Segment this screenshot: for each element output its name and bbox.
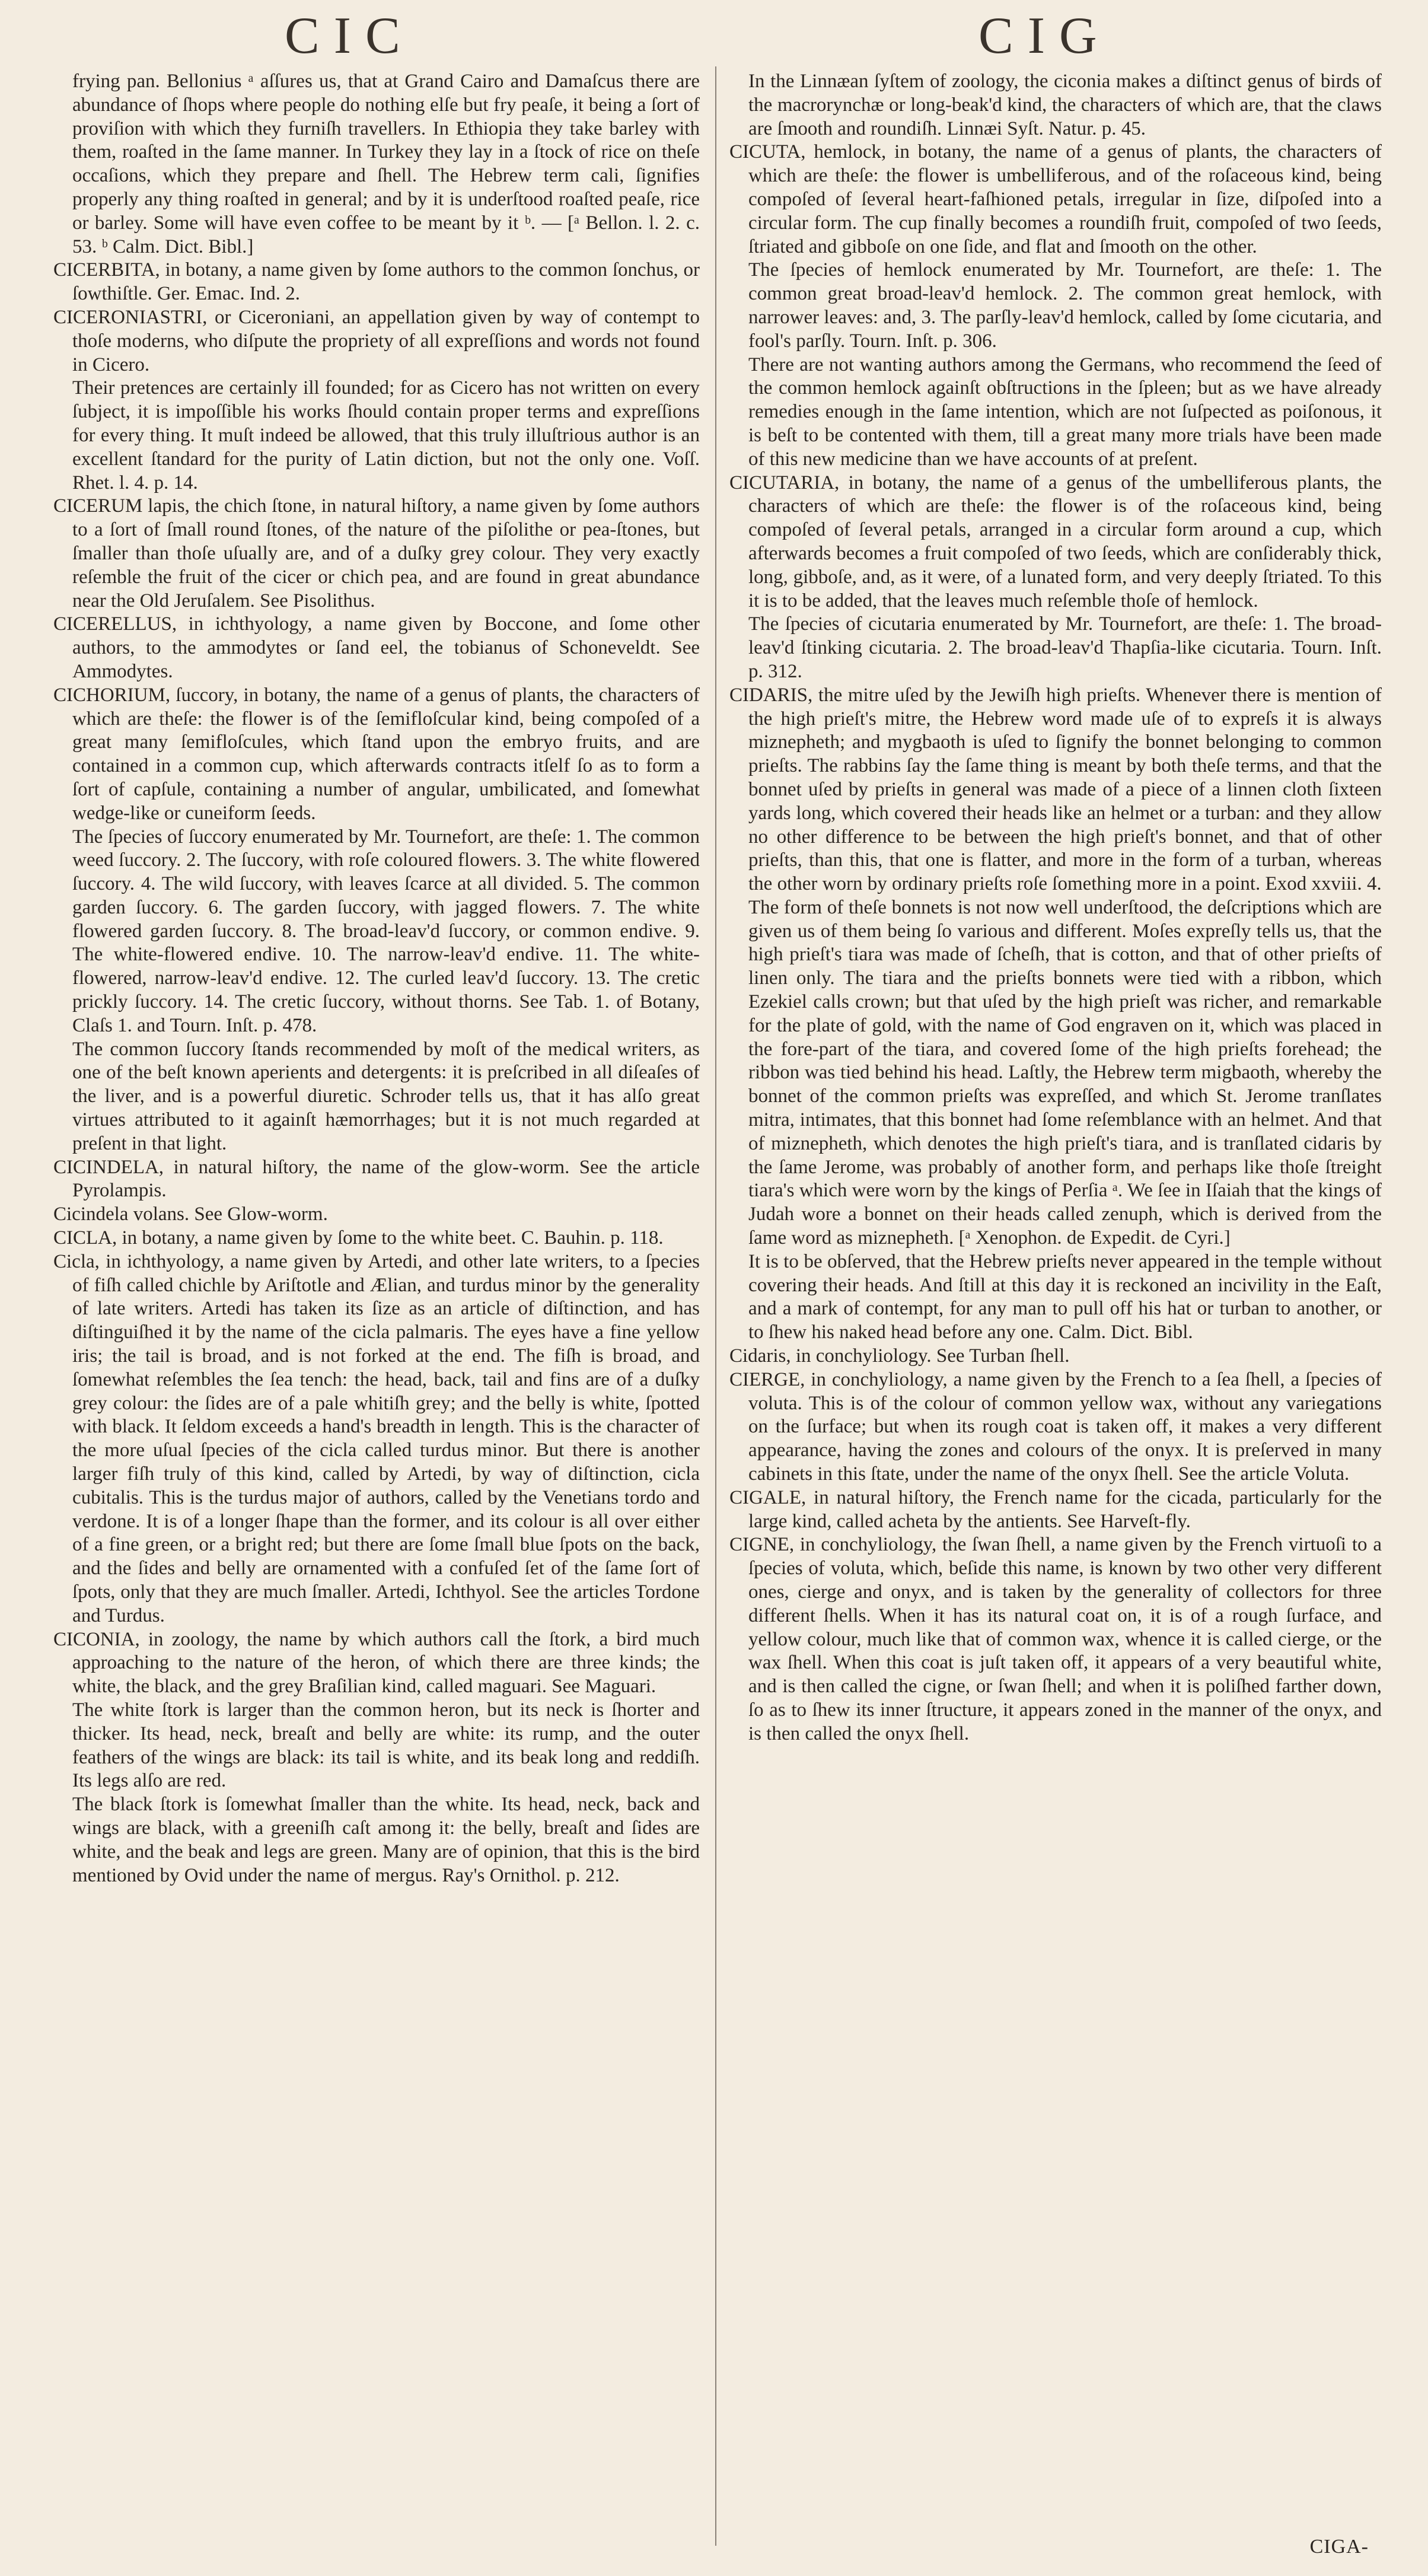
entry-paragraph: CICUTA, hemlock, in botany, the name of a genus of plants, the characters of which are theſe: the flower is umbelliferous, and of the roſaceous kind, being compoſed of ſeveral heart-faſhioned petals, irregular in ſize, diſpoſed into a circular form. The cup finally becomes a roundiſh fruit, compoſed of two ſeeds, ſtriated and gibboſe on one ſide, and flat and ſmooth on the other. (729, 141, 1382, 257)
entry-paragraph: CICONIA, in zoology, the name by which authors call the ſtork, a bird much approaching to the nature of the heron, of which there are three kinds; the white, the black, and the grey Braſilian kind, called maguari. See Maguari. (53, 1628, 700, 1698)
entry-paragraph: CICERELLUS, in ichthyology, a name given by Boccone, and ſome other authors, to the ammodytes or ſand eel, the tobianus of Schoneveldt. See Ammodytes. (53, 613, 700, 682)
entry-paragraph: CICHORIUM, ſuccory, in botany, the name of a genus of plants, the characters of which are theſe: the flower is of the ſemifloſcular kind, being compoſed of a great many ſemifloſcules, which ſtand upon the embryo fruits, and are contained in a common cup, which afterwards contracts itſelf ſo as to form a ſort of capſule, containing a number of angular, umbilicated, and ſomewhat wedge-like or cuneiform ſeeds. (53, 684, 700, 824)
left-column (53, 70, 700, 2532)
entry-paragraph: The ſpecies of hemlock enumerated by Mr. Tournefort, are theſe: 1. The common great broad-leav'd hemlock. 2. The common great hemlock, with narrower leaves: and, 3. The parſly-leav'd hemlock, called by ſome cicutaria, and fool's parſly. Tourn. Inſt. p. 306. (748, 259, 1382, 352)
entry-paragraph: CIGALE, in natural hiſtory, the French name for the cicada, particularly for the large kind, called acheta by the antients. See Harveſt-fly. (729, 1486, 1382, 1532)
right-column (729, 70, 1382, 2532)
entry-paragraph: Cicla, in ichthyology, a name given by Artedi, and other late writers, to a ſpecies of fiſh called chichle by Ariſtotle and Ælian, and turdus minor by the generality of late writers. Artedi has taken its ſize as an article of diſtinction, and has diſtinguiſhed it by the name of the cicla palmaris. The eyes have a fine yellow iris; the tail is broad, and is not forked at the end. The fiſh is broad, and ſomewhat reſembles the ſea tench: the head, back, tail and fins are of a duſky grey colour: the ſides are of a pale whitiſh grey; and the belly is white, ſpotted with black. It ſeldom exceeds a hand's breadth in length. This is the character of the more uſual ſpecies of the cicla called turdus minor. But there is another larger fiſh truly of this kind, called by Artedi, by way of diſtinction, cicla cubitalis. This is the turdus major of authors, called by the Venetians tordo and verdone. It is of a longer ſhape than the former, and its colour is all over either of a fine green, or a bright red; but there are ſome ſmall blue ſpots on the back, and the ſides and belly are ornamented with a confuſed ſet of the ſame ſort of ſpots, only that they are much ſmaller. Artedi, Ichthyol. See the articles Tordone and Turdus. (53, 1250, 700, 1626)
entry-paragraph: CICUTARIA, in botany, the name of a genus of the umbelliferous plants, the characters of which are theſe: the flower is of the roſaceous kind, being compoſed of ſeveral petals, arranged in a circular form around a cup, which afterwards becomes a fruit compoſed of two ſeeds, which are conſiderably thick, long, gibboſe, and, as it were, of a lunated form, and very deeply ſtriated. To this it is to be added, that the leaves much reſemble thoſe of hemlock. (729, 472, 1382, 612)
entry-paragraph: In the Linnæan ſyſtem of zoology, the ciconia makes a diſtinct genus of birds of the macrorynchæ or long-beak'd kind, the characters of which are, that the claws are ſmooth and roundiſh. Linnæi Syſt. Natur. p. 45. (748, 71, 1382, 139)
entry-paragraph: Their pretences are certainly ill founded; for as Cicero has not written on every ſubject, it is impoſſible his works ſhould contain proper terms and expreſſions for every thing. It muſt indeed be allowed, that this truly illuſtrious author is an excellent ſtandard for the purity of Latin diction, but not the only one. Voſſ. Rhet. l. 4. p. 14. (72, 377, 700, 493)
entry-paragraph: Cidaris, in conchyliology. See Turban ſhell. (729, 1345, 1070, 1367)
entry-paragraph: There are not wanting authors among the Germans, who recommend the ſeed of the common hemlock againſt obſtructions in the ſpleen; but as we have already remedies enough in the ſame intention, which are not ſuſpected as poiſonous, it is beſt to be contented with them, till a great many more trials have been made of this new medicine than we have accounts of at preſent. (748, 354, 1382, 470)
entry-paragraph: The ſpecies of cicutaria enumerated by Mr. Tournefort, are theſe: 1. The broad-leav'd ſtinking cicutaria. 2. The broad-leav'd Thapſia-like cicutaria. Tourn. Inſt. p. 312. (748, 613, 1382, 682)
entry-paragraph: frying pan. Bellonius ᵃ aſſures us, that at Grand Cairo and Damaſcus there are abundance of ſhops where people do nothing elſe but fry peaſe, it being a ſort of proviſion with which they furniſh travellers. In Ethiopia they take barley with them, roaſted in the ſame manner. In Turkey they lay in a ſtock of rice on theſe occaſions, which they prepare and ſhell. The Hebrew term cali, ſignifies properly any thing roaſted in general; and by it is underſtood roaſted peaſe, rice or barley. Some will have even coffee to be meant by it ᵇ. — [ᵃ Bellon. l. 2. c. 53. ᵇ Calm. Dict. Bibl.] (72, 71, 700, 257)
entry-paragraph: The black ſtork is ſomewhat ſmaller than the white. Its head, neck, back and wings are black, with a greeniſh caſt among it: the belly, breaſt and ſides are white, and the beak and legs are green. Many are of opinion, that this is the bird mentioned by Ovid under the name of mergus. Ray's Ornithol. p. 212. (72, 1794, 700, 1886)
entry-paragraph: It is to be obſerved, that the Hebrew prieſts never appeared in the temple without covering their heads. And ſtill at this day it is reckoned an incivility in the Eaſt, and a mark of contempt, for any man to pull off his hat or turban to another, or to ſhew his naked head before any one. Calm. Dict. Bibl. (748, 1250, 1382, 1343)
entry-paragraph: CIGNE, in conchyliology, the ſwan ſhell, a name given by the French virtuoſi to a ſpecies of voluta, which, beſide this name, is known by two other very different ones, cierge and onyx, and is taken by the generality of collectors for three different ſhells. When it has its natural coat on, it is of a rough ſurface, and yellow colour, much like that of common wax, whence it is called cierge, or the wax ſhell. When this coat is juſt taken off, it appears of a very beautiful white, and is then called the cigne, or ſwan ſhell; and when it is poliſhed farther down, ſo as to ſhew its inner ſtructure, it appears zoned in the manner of the onyx, and is then called the onyx ſhell. (729, 1534, 1382, 1744)
entry-paragraph: The white ſtork is larger than the common heron, but its neck is ſhorter and thicker. Its head, neck, breaſt and belly are white: its rump, and the outer feathers of the wings are black: its tail is white, and its beak long and reddiſh. Its legs alſo are red. (72, 1699, 700, 1792)
catchword: CIGA- (1309, 2536, 1369, 2558)
running-head-left: CIC (285, 7, 415, 65)
entry-paragraph: CICERONIASTRI, or Ciceroniani, an appellation given by way of contempt to thoſe moderns, who diſpute the propriety of all expreſſions and words not found in Cicero. (53, 306, 700, 375)
entry-paragraph: Cicindela volans. See Glow-worm. (53, 1203, 328, 1225)
entry-paragraph: CICLA, in botany, a name given by ſome to the white beet. C. Bauhin. p. 118. (53, 1227, 664, 1249)
entry-paragraph: The form of theſe bonnets is not now well underſtood, the deſcriptions which are given us of them being ſo various and different. Moſes expreſly tells us, that the high prieſt's tiara was made of ſcheſh, that is cotton, and that of other prieſts of linen only. The tiara and the prieſts bonnets were tied with a ribbon, which Ezekiel calls crown; but that uſed by the high prieſt was richer, and remarkable for the plate of gold, with the name of God engraven on it, which was placed in the fore-part of the tiara, and covered ſome of the high prieſts forehead; the ribbon was tied behind his head. Laſtly, the Hebrew term migbaoth, whereby the bonnet of the common prieſts was expreſſed, and which St. Jerome tranſlates mitra, intimates, that this bonnet had ſome reſemblance with an helmet. And that of miznepheth, which denotes the high prieſt's tiara, and is tranſlated cidaris by the ſame Jerome, was probably of another form, and perhaps like thoſe ſtreight tiara's which were worn by the kings of Perſia ᵃ. We ſee in Iſaiah that the kings of Judah wore a bonnet on their heads called zenuph, which is derived from the ſame word as miznepheth. [ᵃ Xenophon. de Expedit. de Cyri.] (748, 896, 1382, 1249)
entry-paragraph: CICINDELA, in natural hiſtory, the name of the glow-worm. See the article Pyrolampis. (53, 1156, 700, 1202)
running-head-right: CIG (978, 7, 1111, 65)
entry-paragraph: CICERBITA, in botany, a name given by ſome authors to the common ſonchus, or ſowthiſtle. Ger. Emac. Ind. 2. (53, 259, 700, 305)
entry-paragraph: The common ſuccory ſtands recommended by moſt of the medical writers, as one of the beſt known aperients and detergents: it is preſcribed in all diſeaſes of the liver, and is a powerful diuretic. Schroder tells us, that it has alſo great virtues attributed to it againſt hæmorrhages; but it is not much regarded at preſent in that light. (72, 1038, 700, 1154)
entry-paragraph: CIERGE, in conchyliology, a name given by the French to a ſea ſhell, a ſpecies of voluta. This is of the colour of common yellow wax, without any variegations on the ſurface; but when its rough coat is taken off, it makes a very different appearance, having the zones and colours of the onyx. It is preſerved in many cabinets in this ſtate, under the name of the onyx ſhell. See the article Voluta. (729, 1368, 1382, 1485)
entry-paragraph: The ſpecies of ſuccory enumerated by Mr. Tournefort, are theſe: 1. The common weed ſuccory. 2. The ſuccory, with roſe coloured flowers. 3. The white flowered ſuccory. 4. The wild ſuccory, with leaves ſcarce at all divided. 5. The common garden ſuccory. 6. The garden ſuccory, with jagged flowers. 7. The white flowered garden ſuccory. 8. The broad-leav'd ſuccory, or common endive. 9. The white-flowered endive. 10. The narrow-leav'd endive. 11. The white-flowered, narrow-leav'd endive. 12. The curled leav'd ſuccory. 13. The cretic prickly ſuccory. 14. The cretic ſuccory, without thorns. See Tab. 1. of Botany, Claſs 1. and Tourn. Inſt. p. 478. (72, 826, 700, 1036)
entry-paragraph: CICERUM lapis, the chich ſtone, in natural hiſtory, a name given by ſome authors to a ſort of ſmall round ſtones, of the nature of the piſolithe or pea-ſtones, but ſmaller than thoſe uſually are, and of a duſky grey colour. They very exactly reſemble the fruit of the cicer or chich pea, and are found in great abundance near the Old Jeruſalem. See Pisolithus. (53, 495, 700, 612)
column-divider (715, 66, 716, 2546)
entry-paragraph: CIDARIS, the mitre uſed by the Jewiſh high prieſts. Whenever there is mention of the high prieſt's mitre, the Hebrew word made uſe of to expreſs it is always miznepheth; and mygbaoth is uſed to ſignify the bonnet belonging to common prieſts. The rabbins ſay the ſame thing is meant by both theſe terms, and that the bonnet uſed by prieſts in general was made of a piece of a linnen cloth ſixteen yards long, which covered their heads like an helmet or a turban: and they allow no other difference to be between the high prieſt's bonnet, and that of other prieſts, than this, that one is flatter, and more in the form of a turban, whereas the other worn by ordinary prieſts roſe ſomething more in a point. Exod xxviii. 4. (729, 684, 1382, 895)
